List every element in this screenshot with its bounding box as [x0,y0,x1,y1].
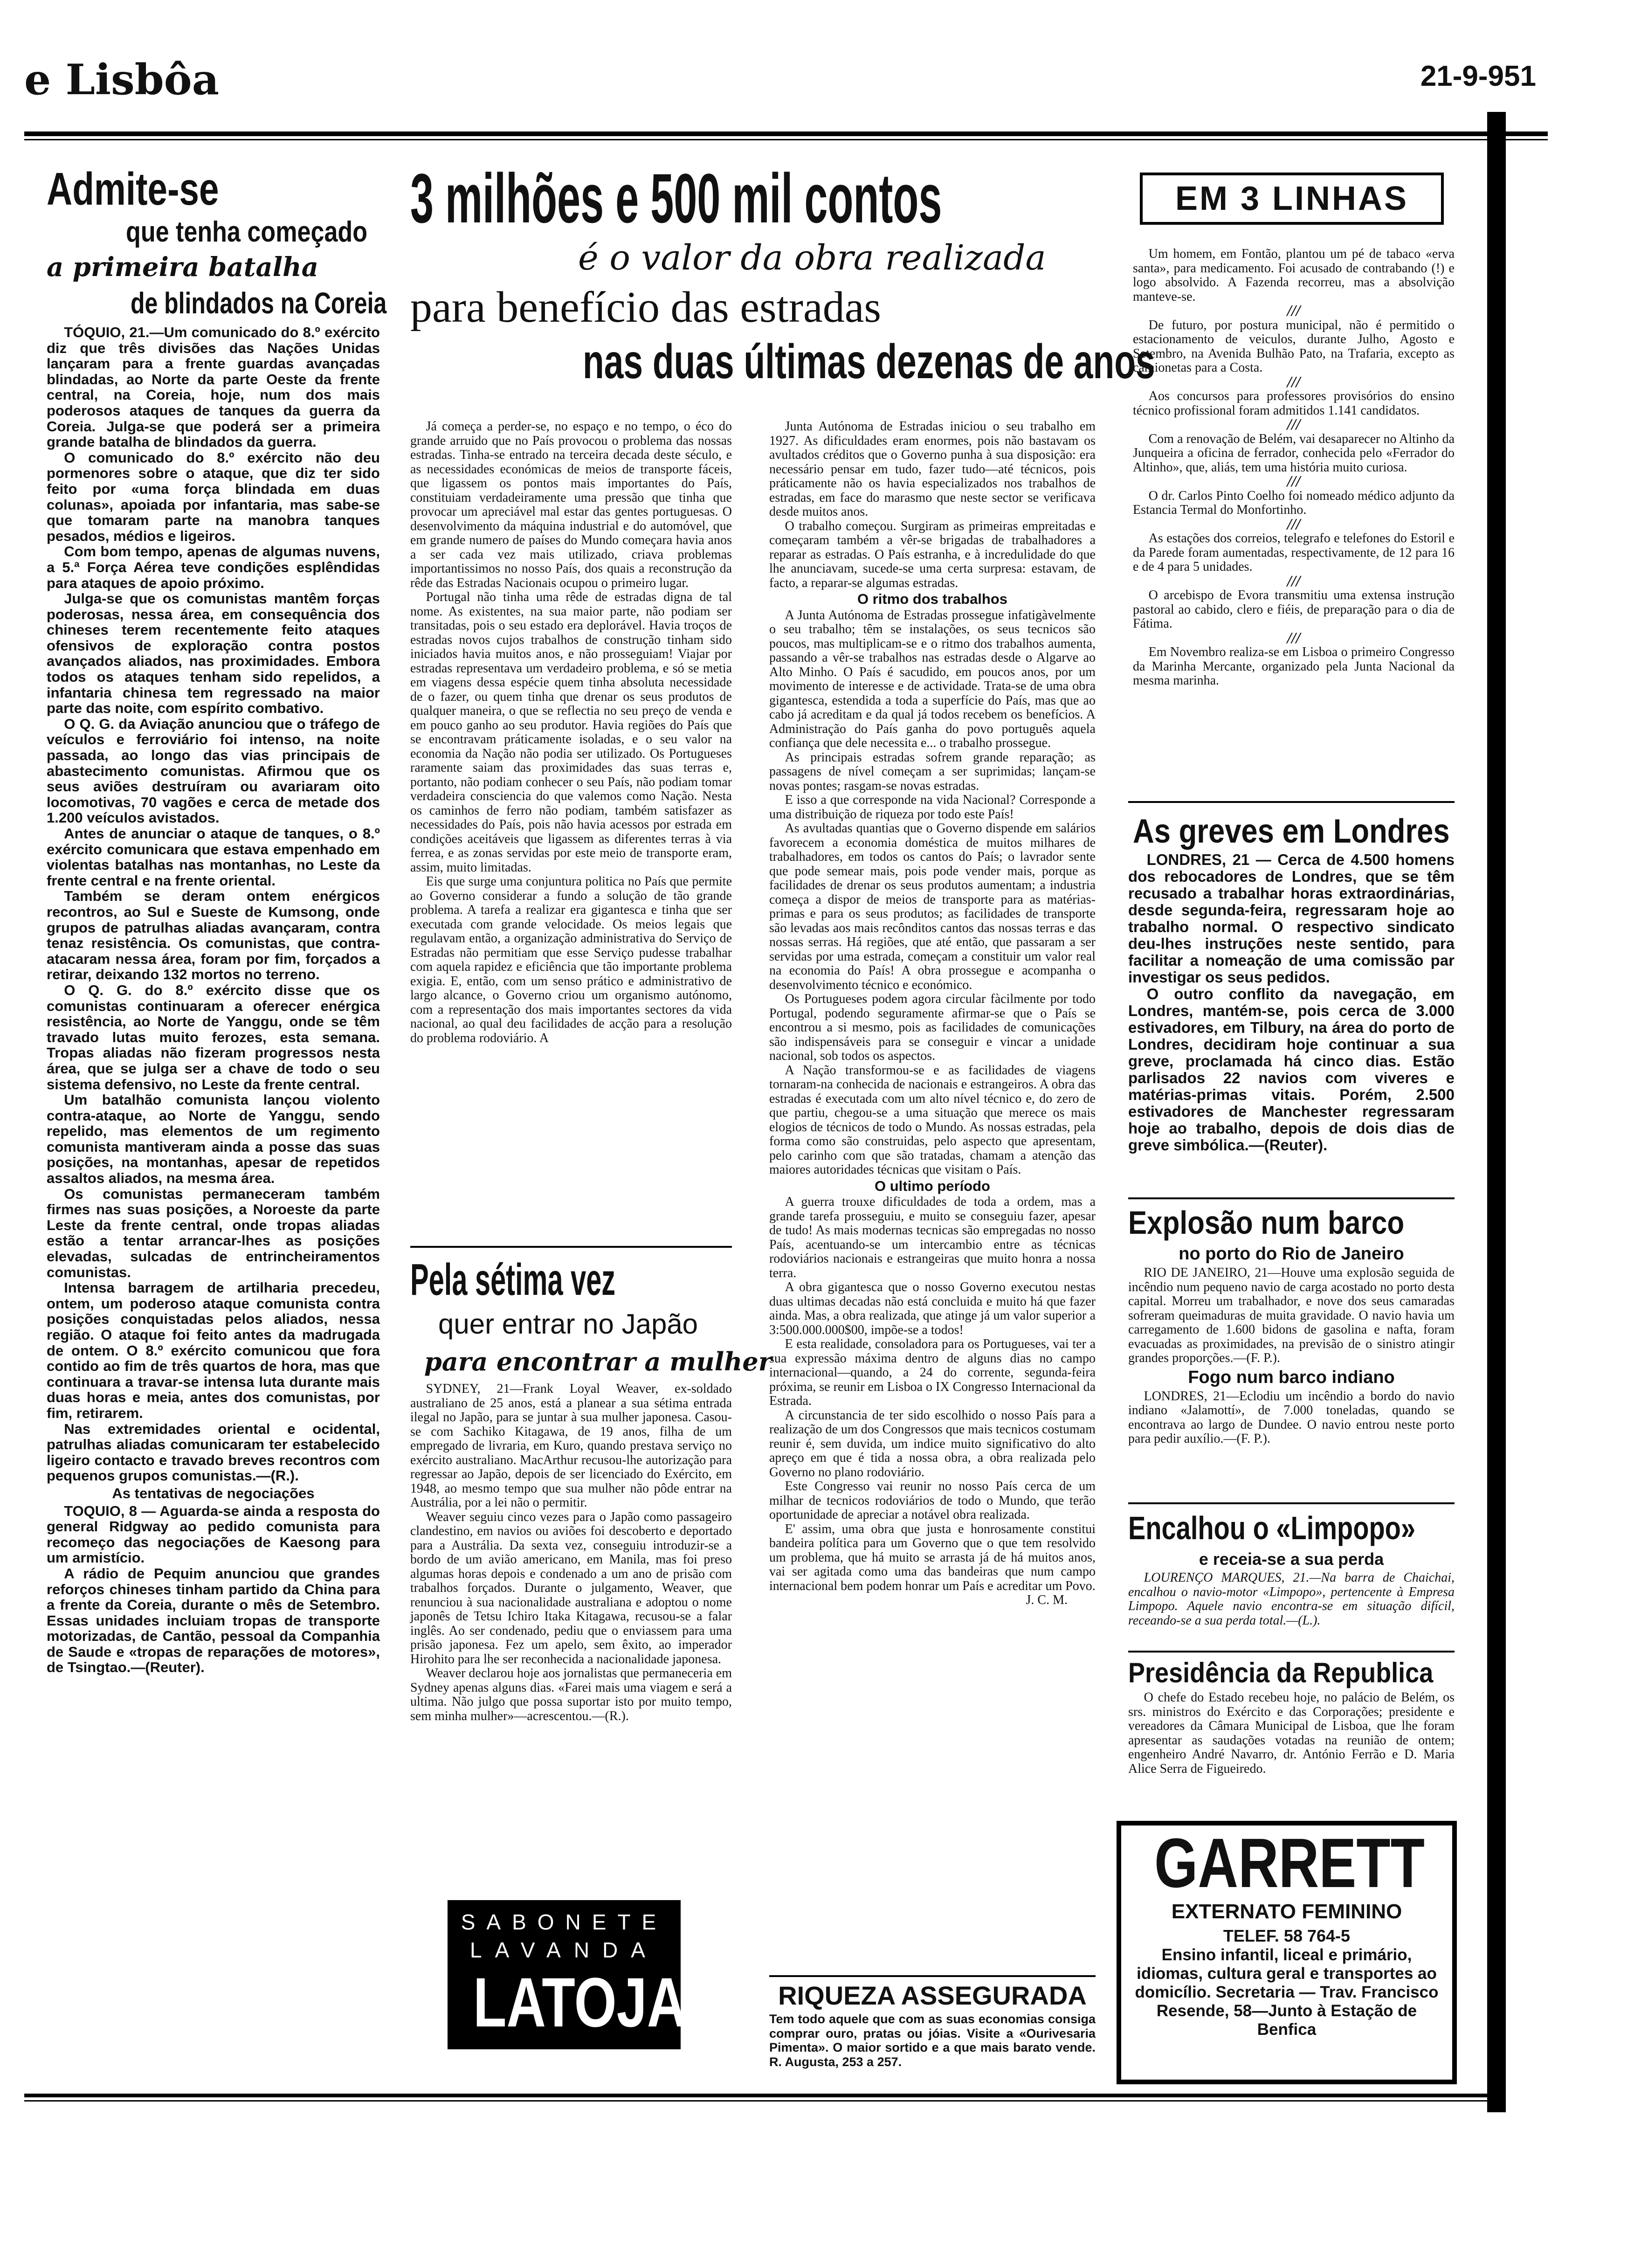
em-3-linhas-box [1140,173,1444,225]
korea-para-8: O Q. G. do 8.º exército disse que os comunistas continuaram a oferecer enérgica resistência, ao Norte de Yanggu, onde se têm travado lutas muito ferozes, esta semana. Tropas aliadas não fizeram progressos nesta área, que se julga ser a chave de todo o seu sistema defensivo, no Leste da frente central. [47,982,380,1093]
briefs-rule [1128,801,1455,803]
fire-text: LONDRES, 21—Eclodiu um incêndio a bordo do navio indiano «Jalamottí», de 7.000 toneladas, quando se encontrava ao largo de Dundee. O navio entrou neste porto para pedir auxílio.—(F. P.). [1128,1389,1455,1446]
roads-a-para-3: Eis que surge uma conjuntura politica no País que permite ao Governo considerar a fundo a solução de tão grande problema. A tarefa a realizar era gigantesca e tinha que ser executada com grande velocidade. Os meios legais que regulavam então, a organização administrativa do Serviço de Estradas não permitiam que esse Serviço pudesse trabalhar com aquela rapidez e eficiência que tão importante problema exigia. E, então, com um senso prático e administrativo de largo alcance, o Governo criou um organismo autónomo, com a representação dos mais importantes sectores da vida nacional, ao qual deu facilidades de acção para a resolução do problema rodoviário. A [410,874,732,1045]
garrett-title: GARRETT [1154,1824,1425,1902]
negotiations-para-1: TOQUIO, 8 — Aguarda-se ainda a resposta do general Ridgway ao pedido comunista para recomeço das negociações de Kaesong para um armistício. [47,1502,380,1566]
brief-8: Em Novembro realiza-se em Lisboa o primeiro Congresso da Marinha Mercante, organizado pela Junta Nacional da mesma marinha. [1133,645,1455,688]
roads-column-a [410,420,732,1245]
latoja-line-3: LATOJA [473,1963,687,2041]
presidency-text: O chefe do Estado recebeu hoje, no palácio de Belém, os srs. ministros do Exército e das Corporações; presidente e vereadores da Câmara Municipal de Lisboa, que lhe foram apresentar as saudações votadas na reunião de ontem; engenheiro André Navarro, dr. António Ferrão e D. Maria Alice Serra de Figueiredo. [1128,1690,1455,1776]
explosion-subhead: no porto do Rio de Janeiro [1179,1244,1404,1264]
korea-para-6: Antes de anunciar o ataque de tanques, o 8.º exército comunicara que estava empenhado em violentas batalhas nas montanhas, no Leste da frente central e na frente oriental. [47,825,380,889]
japan-headline-1: Pela sétima vez [410,1255,616,1305]
japan-article [410,1254,772,1879]
explosion-text: RIO DE JANEIRO, 21—Houve uma explosão seguida de incêndio num pequeno navio de carga acostado no porto desta capital. Morreu um trabalhador, e nove dos seus camaradas sofreram queimaduras de muita gravidade. O navio havia um carregamento de 1.600 bidons de gasolina e nafta, foram evacuadas as proximidades, na previsão de o sinistro atingir grandes proporções.—(F. P.). [1128,1265,1455,1365]
roads-b3-para-3: E esta realidade, consoladora para os Portugueses, vai ter a sua expressão máxima dentro de alguns dias no campo internacional—quando, a 24 do corrente, segunda-feira próxima, se reunir em Lisboa o IX Congresso Internacional da Estrada. [769,1337,1096,1408]
em-3-linhas-title: EM 3 LINHAS [1175,180,1409,217]
latoja-line-2: LAVANDA [470,1938,658,1962]
garrett-ad [1117,1821,1457,2084]
riqueza-text: Tem todo aquele que com as suas economias consiga comprar ouro, pratas ou jóias. Visite a «Ourivesaria Pimenta». O maior sortido e a que mais barato vende. R. Augusta, 253 a 257. [769,2012,1096,2069]
roads-b2-para-1: A Junta Autónoma de Estradas prossegue infatigàvelmente o seu trabalho; têm se instalações, os seus tecnicos são poucos, mas multiplicam-se e o ritmo dos trabalhos aumenta, passando a vêr-se trabalhos nas estradas desde o Algarve ao Alto Minho. O País é sacudido, em poucos anos, por um movimento de interesse e de actividade. Trata-se de uma obra gigantesca, estendida a toda a superfície do País, mas que ao cabo já acreditam e da qual já todos recebem os benefícios. A Administração do País ganha do povo português aquela confiança que dele necessita e... o trabalho prossegue. [769,608,1096,750]
limpopo-headline: Encalhou o «Limpopo» [1128,1510,1416,1546]
korea-headline-1: Admite-se [47,163,219,214]
brief-6: As estações dos correios, telegrafo e telefones do Estoril e da Parede foram aumentadas, respectivamente, de 12 para 16 e de 4 para 5 unidades. [1133,531,1455,574]
korea-para-10: Os comunistas permaneceram também firmes nas suas posições, a Noroeste da parte Leste da frente central, onde tropas aliadas estão a tentar arrancar-lhes as posições elevadas, sulcadas de entrincheiramentos comunistas. [47,1185,380,1280]
brief-separator: /// [1287,629,1301,647]
roads-b2-para-3: E isso a que corresponde na vida Nacional? Corresponde a uma distribuição de riqueza por todo este País! [769,793,1096,822]
brief-separator: /// [1287,572,1301,590]
japan-para-3: Weaver declarou hoje aos jornalistas que permaneceria em Sydney apenas alguns dias. «Farei mais uma viagem e será a ultima. Não julgo que possa suportar isto por muito tempo, sem minha mulher»—acrescentou.—(R.). [410,1666,732,1723]
roads-b2-para-6: A Nação transformou-se e as facilidades de viagens tornaram-na conhecida de nacionais e estrangeiros. A obra das estradas é executada com um alto nível técnico e, do zero de que partiu, chegou-se a uma situação que merece os mais elogios de técnicos de todo o Mundo. As nossas estradas, pela forma como são construidas, pelo aspecto que apresentam, pelo carinho com que são tratadas, chamam a atenção das maiores autoridades técnicas que visitam o País. [769,1063,1096,1177]
brief-separator: /// [1287,515,1301,533]
korea-para-1: TÓQUIO, 21.—Um comunicado do 8.º exército diz que três divisões das Nações Unidas lançaram para a frente guardas avançadas blindadas, ao Norte da parte Oeste da frente central, na Coreia, hoje, num dos mais poderosos ataques de tanques da guerra da Coreia. Julga-se que poderá ser a primeira grande batalha de blindados da guerra. [47,324,380,450]
garrett-phone: TELEF. 58 764-5 [1223,1926,1351,1945]
brief-7: O arcebispo de Evora transmitiu uma extensa instrução pastoral ao cabido, clero e fiéis, de preparação para o dia de Fátima. [1133,588,1455,631]
korea-para-12: Nas extremidades oriental e ocidental, patrulhas aliadas comunicaram ter estabelecido ligeiro contacto e travado breves recontros com pequenos grupos comunistas.—(R.). [47,1420,380,1484]
roads-a-para-2: Portugal não tinha uma rêde de estradas digna de tal nome. As existentes, na sua maior parte, não podiam ser transitadas, pois o seu estado era deplorável. Havia troços de estradas novos cujos trabalhos de construção tinham sido iniciados havia muitos anos, e não prosseguiam! Viajar por estradas representava um verdadeiro problema, e só se metia em viagens dessa espécie quem tinha absoluta necessidade de o fazer, ou quem tinha que drenar os seus produtos de qualquer maneira, o que se reflectia no seu preço de venda e em pouco ganho ao seu produtor. Havia regiões do País que se encontravam práticamente isoladas, e o seu valor na economia da Nação não podia ser utilizado. Os Portugueses raramente saiam das proximidades das suas terras e, portanto, não podiam conhecer o seu País, não podiam tomar verdadeira consciencia do que valemos como Nação. Nesta os caminhos de ferro não podiam, também satisfazer as necessidades do País, pois não havia acessos por estrada em condições aceitáveis que ligassem as diferentes terras à via ferrea, e as zonas servidas por este meio de transporte eram, assim, muito limitadas. [410,590,732,875]
riqueza-headline: RIQUEZA ASSEGURADA [778,1981,1087,2010]
korea-body [47,325,380,1675]
latoja-ad [448,1900,687,2049]
roads-subhead-rhythm: O ritmo dos trabalhos [857,591,1008,607]
japan-body [410,1382,732,1723]
roads-headline-1: 3 milhões e 500 mil contos [410,159,942,237]
explosion-headline: Explosão num barco [1128,1204,1405,1241]
brief-1: Um homem, em Fontão, plantou um pé de tabaco «erva santa», para medicamento. Foi acusado de contrabando (!) e logo absolvido. A Fazenda recorreu, mas a absolvição manteve-se. [1133,247,1455,304]
japan-headline-3: para encontrar a mulher [424,1347,772,1376]
bottom-rule [24,2094,1488,2097]
korea-headline-3: a primeira batalha [47,252,319,283]
japan-para-2: Weaver seguiu cinco vezes para o Japão como passageiro clandestino, em navios ou aviões foi descoberto e deportado para a Austrália. Da sexta vez, conseguiu introduzir-se a bordo de um avião americano, em Manila, mas foi preso algumas horas depois e condenado a um ano de prisão com trabalhos forçados. Durante o julgamento, Weaver, que renunciou à sua nacionalidade australiana e adoptou o nome japonês de Tetsu Ichiro Itaka Kitagawa, recusou-se a falar inglês. Ao ser condenado, pediu que o enviassem para uma prisão japonesa. Fez um apelo, sem êxito, ao imperador Hirohito para lhe ser reconhecida a nacionalidade japonesa. [410,1509,732,1666]
roads-b3-para-2: A obra gigantesca que o nosso Governo executou nestas duas ultimas decadas não está concluida e muito há que fazer ainda. Mas, a obra realizada, que atinge já um valor superior a 3:500.000.000$00, impõe-se a todos! [769,1280,1096,1337]
negotiations-para-2: A rádio de Pequim anunciou que grandes reforços chineses tinham partido da China para a frente da Coreia, durante o mês de Setembro. Essas unidades incluiam tropas de transporte motorizadas, de Cantão, pessoal da Companhia de Saude e «tropas de reparações de motores», de Tsingtao.—(Reuter). [47,1565,380,1676]
brief-separator: /// [1287,473,1301,490]
roads-column-a-rule [410,1246,732,1248]
roads-signature: J. C. M. [1026,1593,1068,1607]
riqueza-rule [769,1975,1096,1977]
brief-5: O dr. Carlos Pinto Coelho foi nomeado médico adjunto da Estancia Termal do Monfortinho. [1133,488,1455,517]
brief-separator: /// [1287,416,1301,433]
roads-headline-block [410,159,1155,422]
korea-para-5: O Q. G. da Aviação anunciou que o tráfego de veículos e ferroviário foi intenso, na noite passada, ao longo das vias principais de abastecimento comunistas. Afirmou que os seus aviões destruíram ou avariaram oito locomotivas, 70 vagões e cerca de metade dos 1.200 veículos avistados. [47,715,380,826]
explosion-article [1128,1203,1455,1501]
presidency-article [1128,1655,1455,1809]
presidency-headline: Presidência da Republica [1128,1657,1434,1688]
strikes-headline: As greves em Londres [1133,813,1450,850]
top-rule-thin [24,139,1548,140]
latoja-line-1: SABONETE [461,1910,668,1934]
korea-para-7: Também se deram ontem enérgicos recontros, ao Sul e Sueste de Kumsong, onde grupos de patrulhas aliadas avançaram, contra tenaz resistência. Os comunistas, que contra-atacaram nessa área, foram por fim, forçados a retirar, deixando 132 mortos no terreno. [47,888,380,983]
section-title: e Lisbôa [24,55,220,104]
issue-date: 21-9-951 [1420,60,1536,92]
korea-para-9: Um batalhão comunista lançou violento contra-ataque, ao Norte de Yanggu, sendo repelido, mas elementos de um regimento comunista mantiveram ainda a posse das suas posições, na montanhas, apesar de repetidos assaltos aliados, na mesma área. [47,1092,380,1187]
roads-b-para-1: Junta Autónoma de Estradas iniciou o seu trabalho em 1927. As dificuldades eram enormes, pois não bastavam os avultados créditos que o Governo punha à sua disposição: era necessário pensar em tudo, fazer tudo—até técnicos, pois práticamente não os havia especializados nos trabalhos de estradas, em face do marasmo que neste sector se verificava desde muitos anos. [769,419,1096,519]
roads-b2-para-4: As avultadas quantias que o Governo dispende em salários favorecem a economia doméstica de muitos milhares de trabalhadores, em todos os cantos do País; o lavrador sente que pode semear mais, pois pode vender mais, porque as facilidades de drenar os seus produtos aumentam; a industria começa a dispor de meios de transporte para as matérias-primas e para os seus produtos; as facilidades de transporte são levadas aos mais recônditos cantos das nossas terras e das nossas serras. Há regiões, que até então, que passaram a ser servidas por uma estrada, começam a constituir um valor real na economia do País! A obra prossegue e acompanha o desenvolvimento técnico e económico. [769,821,1096,992]
roads-a-para-1: Já começa a perder-se, no espaço e no tempo, o éco do grande arruido que no País provocou o problema das nossas estradas. Tinha-se entrado na terceira decada deste século, e as necessidades económicas de meios de transporte fáceis, que ligassem os pontos mais importantes do País, constituiam verdadeiramente uma pressão que tinha que provocar um apreciável mal estar das gentes portuguesas. O desenvolvimento da máquina industrial e do automóvel, que em grande numero de países do Mundo começara havia anos a ser cada vez mais utilizado, criava problemas importantissimos no nosso País, dos quais a reconstrução da rêde das Estradas Nacionais ocupou o primeiro lugar. [410,419,732,590]
korea-para-2: O comunicado do 8.º exército não deu pormenores sobre o ataque, que diz ter sido feito por «uma força blindada em duas colunas», apoiada por infantaria, mas sabe-se que tomaram parte na manobra tanques pesados, médios e ligeiros. [47,449,380,544]
limpopo-subhead: e receia-se a sua perda [1199,1549,1384,1569]
korea-para-11: Intensa barragem de artilharia precedeu, ontem, um poderoso ataque comunista contra posições conquistadas pelos aliados, nessa região. O ataque foi feito antes da madrugada de ontem. O 8.º exército comunicou que fora contido ao fim de três quartos de hora, mas que continuara a travar-se intensa luta durante mais duas horas e meia, antes dos comunistas, por fim, retirarem. [47,1279,380,1421]
japan-para-1: SYDNEY, 21—Frank Loyal Weaver, ex-soldado australiano de 25 anos, está a planear a sua sétima entrada ilegal no Japão, para se juntar à sua mulher japonesa. Casou-se com Sachiko Kitagawa, de 19 anos, filha de um empregado de livraria, em Kuro, quando prestava serviço no exército australiano. MacArthur recusou-lhe autorização para regressar ao Japão, depois de ser licenciado do Exército, em 1948, ao mesmo tempo que sua mulher não pôde entrar na Austrália, por a lei não o permitir. [410,1382,732,1510]
limpopo-article [1128,1508,1455,1648]
riqueza-ad [769,1979,1096,2091]
roads-b3-para-4: A circunstancia de ter sido escolhido o nosso País para a realização de um dos Congressos que mais tecnicos costumam reunir é, sem duvida, um indice muito significativo do alto apreço em que é tida a nossa obra, a obra realizada pelo Governo no plano rodoviário. [769,1408,1096,1480]
right-border [1487,112,1506,2112]
roads-column-b [769,420,1096,1972]
roads-headline-2: é o valor da obra realizada [578,238,1046,278]
garrett-text: Ensino infantil, liceal e primário, idiomas, cultura geral e transportes ao domicílio. Secretaria — Trav. Francisco Resende, 58—Junto à Estação de Benfica [1135,1946,1439,2039]
korea-headline-4: de blindados na Coreia [131,286,387,320]
brief-separator: /// [1287,302,1301,319]
brief-2: De futuro, por postura municipal, não é permitido o estacionamento de veiculos, durante Julho, Agosto e Setembro, na Avenida Bulhão Pato, na Trafaria, excepto as camionetas para a Costa. [1133,318,1455,375]
briefs-column [1133,247,1455,797]
negotiations-subhead: As tentativas de negociações [112,1485,315,1501]
korea-headline-2: que tenha começado [126,216,368,248]
roads-subhead-last-period: O ultimo período [875,1177,990,1194]
korea-article [47,163,387,2084]
korea-para-4: Julga-se que os comunistas mantêm forças poderosas, nessa área, em consequência dos chineses terem recentemente feito ataques ofensivos de exploração contra postos avançados aliados, nas proximidades. Embora todos os ataques tenham sido repelidos, a infantaria chinesa tem regressado na maior parte das noite, com espírito combativo. [47,590,380,717]
fire-subhead: Fogo num barco indiano [1188,1367,1395,1387]
roads-b3-para-6: E' assim, uma obra que justa e honrosamente constitui bandeira política para um Governo que o que tem resolvido um problema, que há muito se arrasta já de há muitos anos, vai ser agitada como uma das bandeiras que num campo internacional bem podem honrar um País e acreditar um Povo. [769,1521,1096,1593]
strikes-para-2: O outro conflito da navegação, em Londres, mantém-se, pois cerca de 3.000 estivadores, em Tilbury, na área do porto de Londres, decidiram hoje continuar a sua greve, proclamada há cinco dias. Estão parlisados 22 navios com viveres e matérias-primas vitais. Porém, 2.500 estivadores de Manchester regressaram hoje ao trabalho, depois de dois dias de greve simbólica.—(Reuter). [1128,985,1455,1154]
explosion-rule [1128,1502,1455,1504]
roads-b-para-2: O trabalho começou. Surgiram as primeiras empreitadas e começaram também a vêr-se brigadas de trabalhadores a reparar as estradas. O País estranha, e à incredulidade do que lhe anunciavam, sucede-se uma certa surpresa: estavam, de facto, a reparar-se algumas estradas. [769,519,1096,590]
limpopo-rule [1128,1651,1455,1653]
brief-4: Com a renovação de Belém, vai desaparecer no Altinho da Junqueira a oficina de ferrador, conhecida pelo «Ferrador do Altinho», que, aliás, tem uma história muito curiosa. [1133,431,1455,475]
roads-headline-4: nas duas últimas dezenas de anos [583,335,1155,389]
roads-b2-para-2: As principais estradas sofrem grande reparação; as passagens de nível começam a ser suprimidas; lançam-se novas pontes; rasgam-se novas estradas. [769,750,1096,793]
roads-b3-para-5: Este Congresso vai reunir no nosso País cerca de um milhar de tecnicos rodoviários de todo o Mundo, que terão oportunidade de apreciar a notável obra realizada. [769,1479,1096,1522]
roads-b3-para-1: A guerra trouxe dificuldades de toda a ordem, mas a grande tarefa prosseguiu, e muito se conseguiu fazer, apesar de tudo! As mais modernas tecnicas são empregadas no nosso País, acentuando-se um intercambio entre as técnicas rodoviários nacionais e estrangeiras que muito honra a nossa terra. [769,1195,1096,1280]
korea-para-3: Com bom tempo, apenas de algumas nuvens, a 5.ª Força Aérea teve condições esplêndidas para ataques de apoio próximo. [47,543,380,591]
limpopo-text: LOURENÇO MARQUES, 21.—Na barra de Chaichai, encalhou o navio-motor «Limpopo», pertencente à Empresa Limpopo. Aquele navio encontra-se em situação difícil, receando-se a sua perda total.—(L.). [1128,1570,1455,1628]
strikes-para-1: LONDRES, 21 — Cerca de 4.500 homens dos rebocadores de Londres, que se têm recusado a trabalhar horas extraordinárias, desde segunda-feira, regressaram hoje ao trabalho normal. O respectivo sindicato deu-lhes instruções neste sentido, para facilitar a nomeação de uma comissão par investigar os seus pedidos. [1128,851,1455,986]
garrett-subtitle: EXTERNATO FEMININO [1171,1900,1402,1923]
top-rule [24,131,1548,136]
strikes-article [1128,811,1455,1198]
japan-headline-2: quer entrar no Japão [438,1308,698,1340]
bottom-rule-thin [24,2100,1488,2102]
roads-b2-para-5: Os Portugueses podem agora circular fàcilmente por todo Portugal, podendo seguramente afirmar-se que o País se encontrou a si mesmo, pois as facilidades de comunicações são indispensáveis para se conseguir e vincar a unidade nacional, sob todos os aspectos. [769,992,1096,1063]
strikes-body [1128,851,1455,1154]
brief-separator: /// [1287,373,1301,391]
brief-3: Aos concursos para professores provisórios do ensino técnico profissional foram admitidos 1.141 candidatos. [1133,389,1455,418]
strikes-rule [1128,1197,1455,1199]
roads-headline-3: para benefício das estradas [410,283,881,332]
